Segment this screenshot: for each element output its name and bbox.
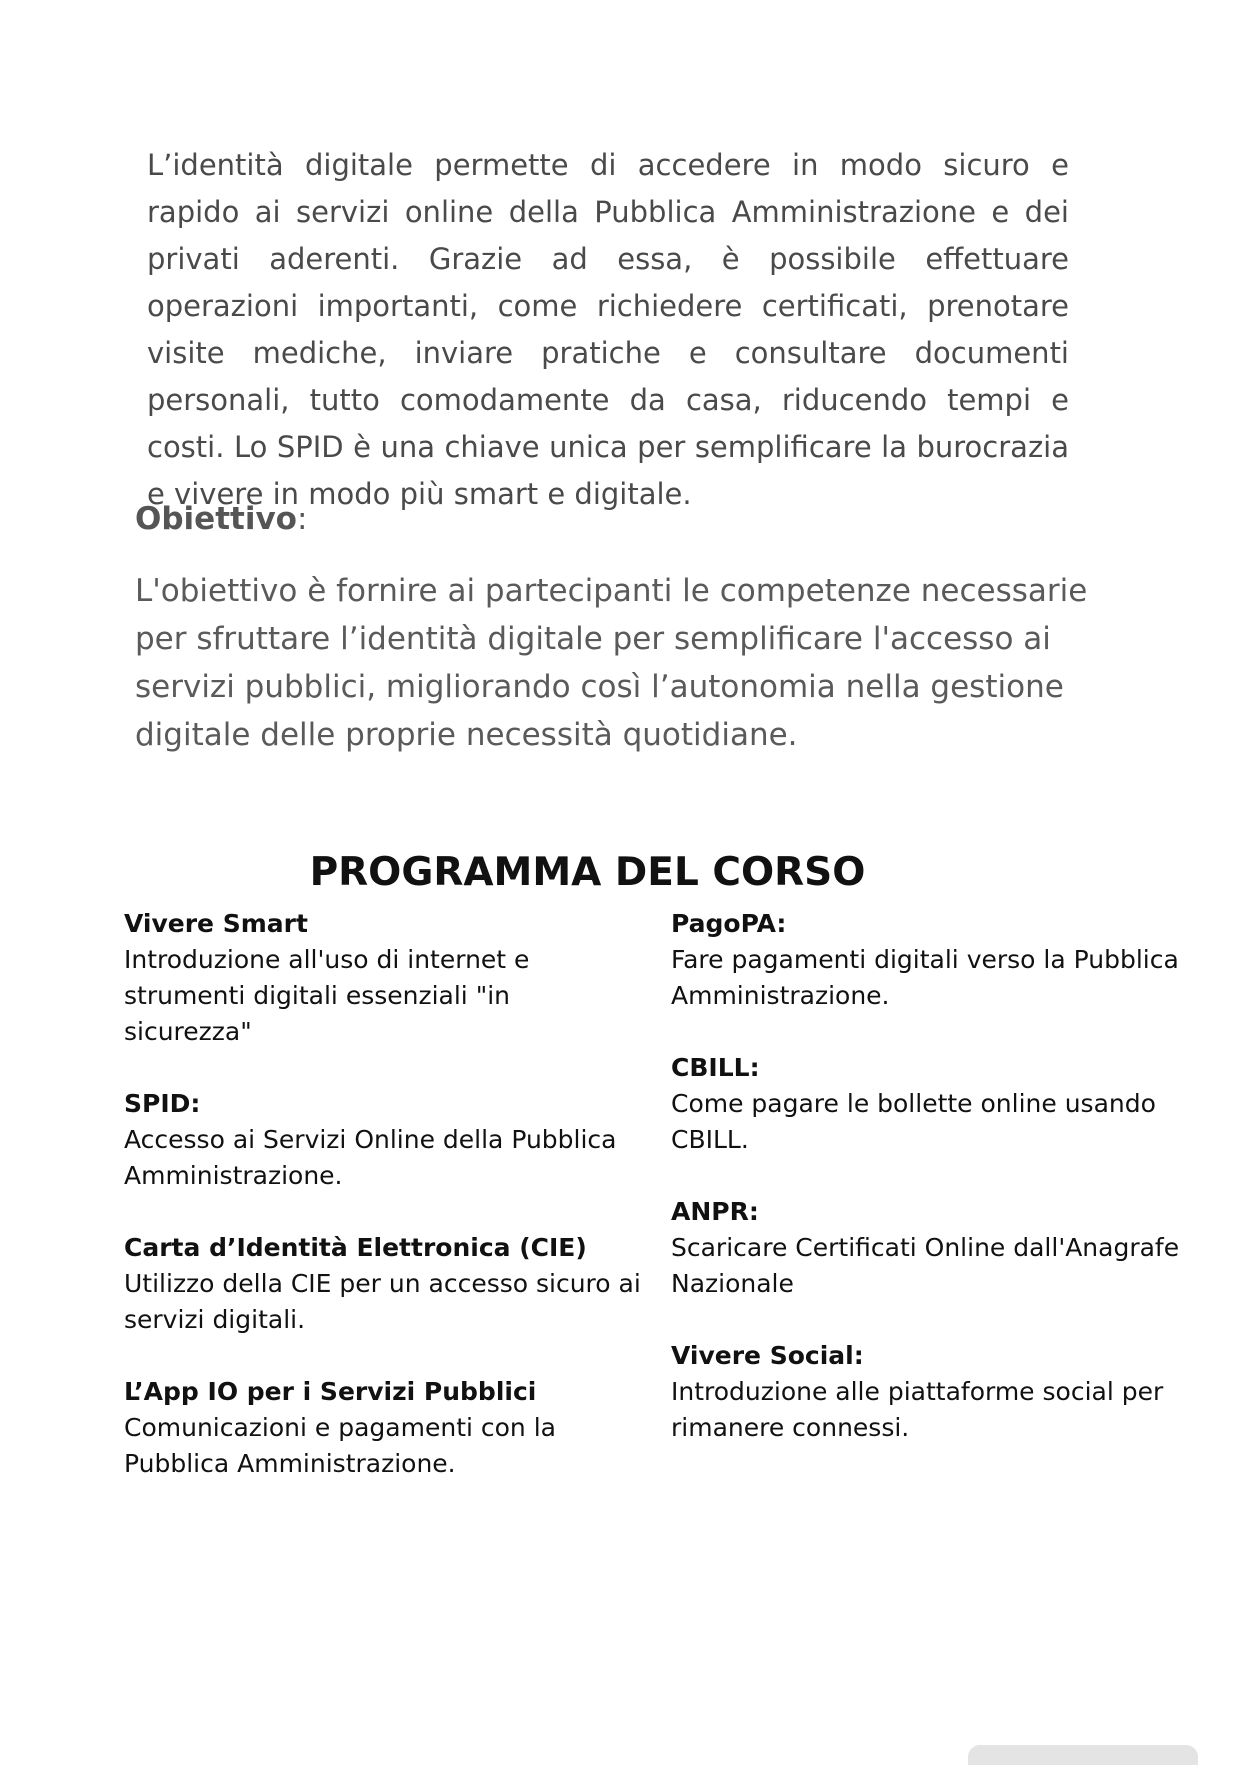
program-item-desc: Comunicazioni e pagamenti con la Pubblica Amministrazione. bbox=[124, 1413, 556, 1478]
program-item-desc: Come pagare le bollette online usando CBILL. bbox=[671, 1089, 1156, 1154]
program-item-desc: Fare pagamenti digitali verso la Pubblica Amministrazione. bbox=[671, 945, 1179, 1010]
program-item-app-io bbox=[124, 1374, 644, 1482]
program-title: PROGRAMMA DEL CORSO bbox=[309, 850, 866, 895]
program-item-title: Vivere Smart bbox=[124, 909, 308, 938]
intro-paragraph: L’identità digitale permette di accedere in modo sicuro e rapido ai servizi online della Pubblica Amministrazione e dei privati aderenti. Grazie ad essa, è possibile effettuare operazioni importanti, come richiedere certificati, prenotare visite mediche, inviare pratiche e consultare documenti personali, tutto comodamente da casa, riducendo tempi e costi. Lo SPID è una chiave unica per semplificare la burocrazia e vivere in modo più smart e digitale. bbox=[147, 148, 1069, 511]
program-left-column bbox=[124, 906, 644, 1518]
program-item-pagopa bbox=[671, 906, 1191, 1014]
program-item-desc: Scaricare Certificati Online dall'Anagrafe Nazionale bbox=[671, 1233, 1180, 1298]
program-item-desc: Introduzione all'uso di internet e strumenti digitali essenziali "in sicurezza" bbox=[124, 945, 530, 1046]
program-item-title: SPID: bbox=[124, 1089, 201, 1118]
program-item-spid bbox=[124, 1086, 644, 1194]
program-item-title: PagoPA: bbox=[671, 909, 787, 938]
program-item-cbill bbox=[671, 1050, 1191, 1158]
program-item-desc: Accesso ai Servizi Online della Pubblica Amministrazione. bbox=[124, 1125, 617, 1190]
program-item-desc: Utilizzo della CIE per un accesso sicuro ai servizi digitali. bbox=[124, 1269, 641, 1334]
program-item-title: Vivere Social: bbox=[671, 1341, 864, 1370]
program-item-anpr bbox=[671, 1194, 1191, 1302]
program-item-desc: Introduzione alle piattaforme social per rimanere connessi. bbox=[671, 1377, 1164, 1442]
page-corner-shape bbox=[968, 1745, 1198, 1765]
program-item-title: L’App IO per i Servizi Pubblici bbox=[124, 1377, 537, 1406]
objective-heading-colon: : bbox=[296, 501, 308, 537]
program-item-title: Carta d’Identità Elettronica (CIE) bbox=[124, 1233, 587, 1262]
program-right-column bbox=[671, 906, 1191, 1482]
objective-heading-label: Obiettivo bbox=[135, 501, 297, 537]
program-item-title: ANPR: bbox=[671, 1197, 759, 1226]
objective-paragraph: L'obiettivo è fornire ai partecipanti le competenze necessarie per sfruttare l’identità digitale per semplificare l'accesso ai servizi pubblici, migliorando così l’autonomia nella gestione digitale delle proprie necessità quotidiane. bbox=[135, 573, 1088, 753]
program-item-vivere-social bbox=[671, 1338, 1191, 1446]
program-item-cie bbox=[124, 1230, 644, 1338]
objective-heading bbox=[135, 497, 307, 541]
program-item-vivere-smart bbox=[124, 906, 644, 1050]
program-item-title: CBILL: bbox=[671, 1053, 760, 1082]
